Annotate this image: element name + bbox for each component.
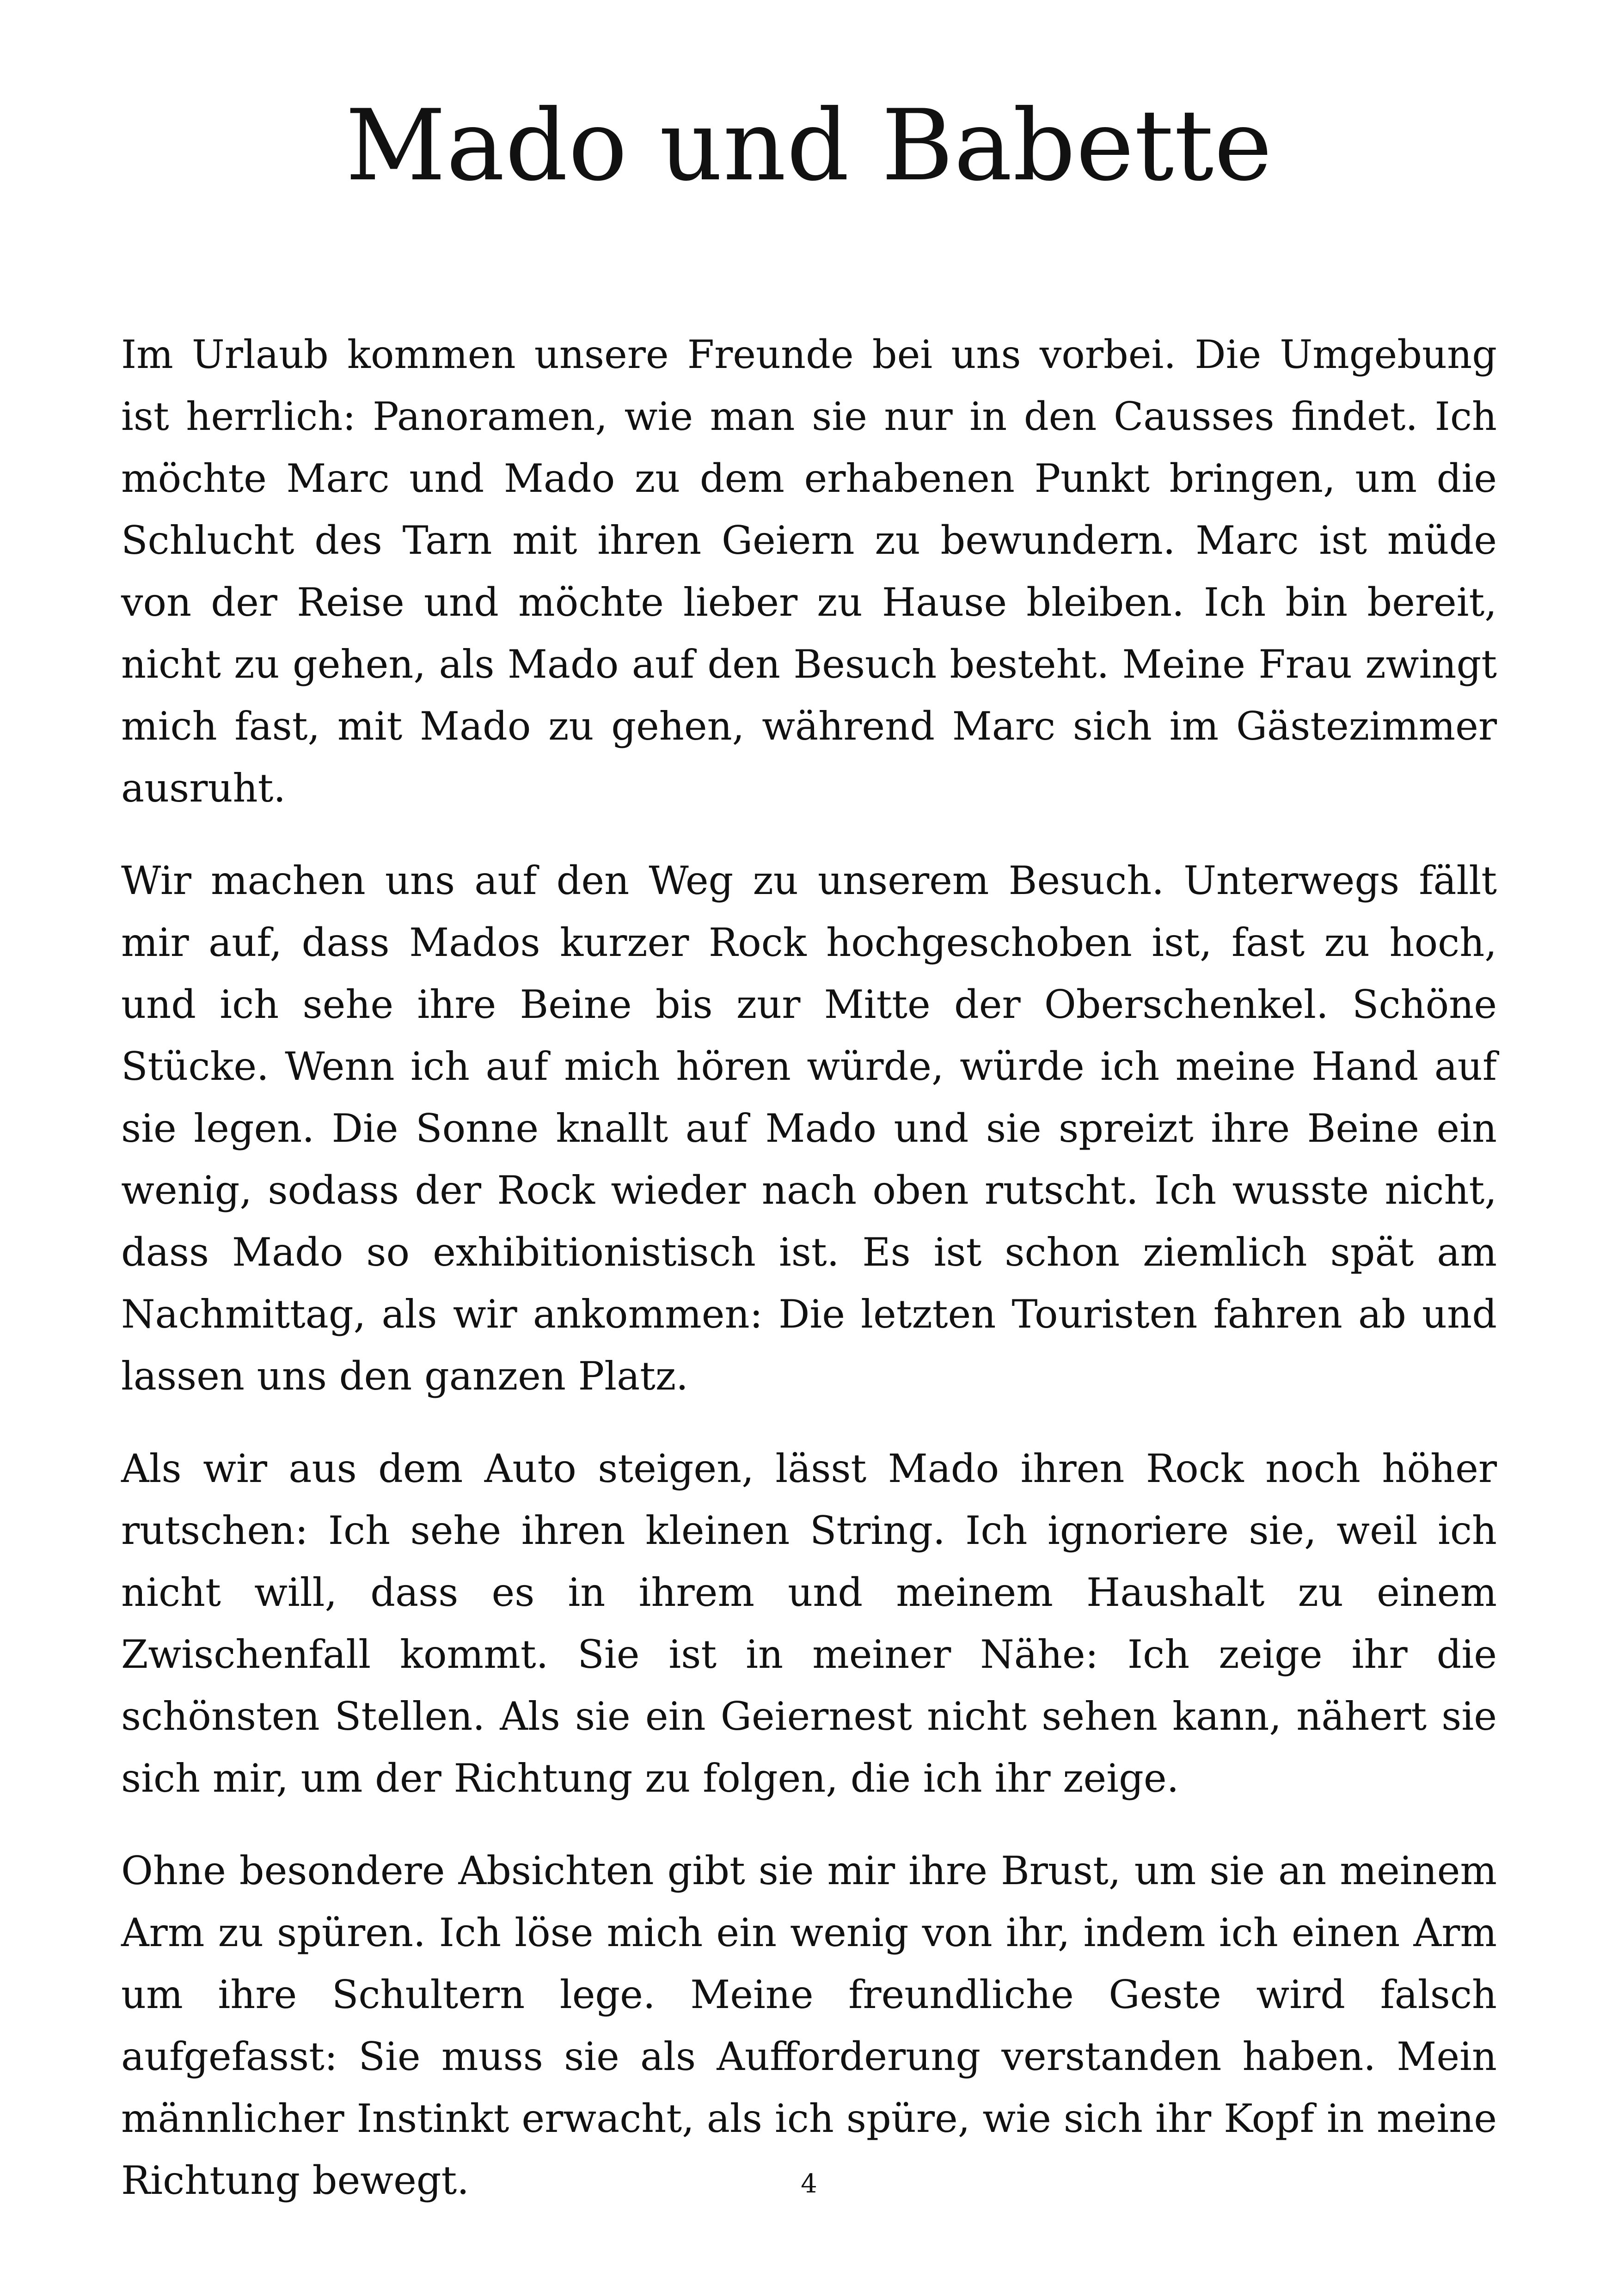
paragraph: Im Urlaub kommen unsere Freunde bei uns vorbei. Die Umgebung ist herrlich: Panoramen, wie man sie nur in den Causses findet. Ich möchte Marc und Mado zu dem erhabenen Punkt bringen, um die Schlucht des Tarn mit ihren Geiern zu bewundern. Marc ist müde von der Reise und möchte lieber zu Hause bleiben. Ich bin bereit, nicht zu gehen, als Mado auf den Besuch besteht. Meine Frau zwingt mich fast, mit Mado zu gehen, während Marc sich im Gästezimmer ausruht.: [121, 332, 1497, 811]
body-text: [121, 324, 1497, 2242]
paragraph: Wir machen uns auf den Weg zu unserem Besuch. Unterwegs fällt mir auf, dass Mados kurzer Rock hochgeschoben ist, fast zu hoch, und ich sehe ihre Beine bis zur Mitte der Oberschenkel. Schöne Stücke. Wenn ich auf mich hören würde, würde ich meine Hand auf sie legen. Die Sonne knallt auf Mado und sie spreizt ihre Beine ein wenig, sodass der Rock wieder nach oben rutscht. Ich wusste nicht, dass Mado so exhibitionistisch ist. Es ist schon ziemlich spät am Nachmittag, als wir ankommen: Die letzten Touristen fahren ab und lassen uns den ganzen Platz.: [121, 858, 1497, 1399]
page-number: 4: [801, 2169, 817, 2199]
paragraph: Ohne besondere Absichten gibt sie mir ihre Brust, um sie an meinem Arm zu spüren. Ich löse mich ein wenig von ihr, indem ich einen Arm um ihre Schultern lege. Meine freundliche Geste wird falsch aufgefasst: Sie muss sie als Aufforderung verstanden haben. Mein männlicher Instinkt erwacht, als ich spüre, wie sich ihr Kopf in meine Richtung bewegt.: [121, 1848, 1497, 2203]
page-title: Mado und Babette: [345, 88, 1273, 202]
paragraph: Als wir aus dem Auto steigen, lässt Mado ihren Rock noch höher rutschen: Ich sehe ihren kleinen String. Ich ignoriere sie, weil ich nicht will, dass es in ihrem und meinem Haushalt zu einem Zwischenfall kommt. Sie ist in meiner Nähe: Ich zeige ihr die schönsten Stellen. Als sie ein Geiernest nicht sehen kann, nähert sie sich mir, um der Richtung zu folgen, die ich ihr zeige.: [121, 1446, 1497, 1801]
